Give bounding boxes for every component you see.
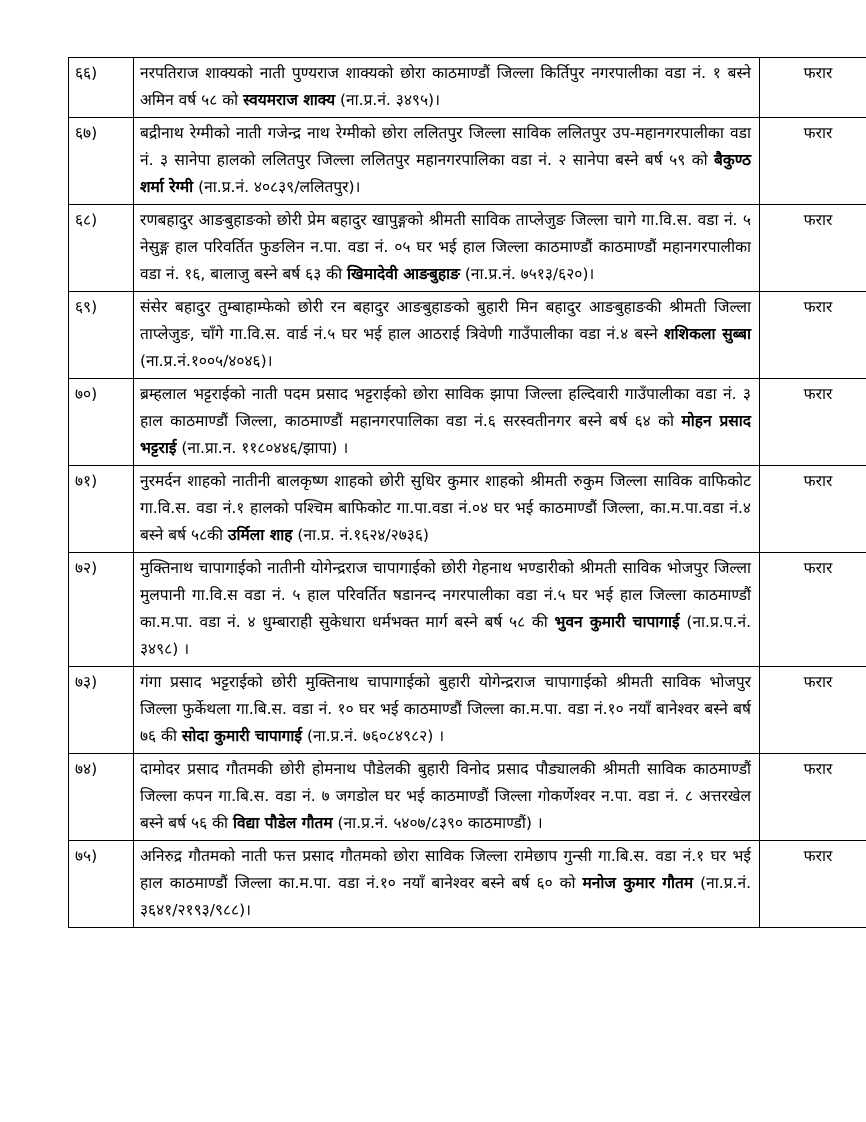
description-text: नरपतिराज शाक्यको नाती पुण्यराज शाक्यको छोरा काठमाण्डौं जिल्ला किर्तिपुर नगरपालीका वडा नं. १ बस्ने अमिन वर्ष ५८ को [140,64,751,109]
record-status: फरार [760,379,866,466]
table-row [69,205,866,292]
record-status: फरार [760,667,866,754]
id-reference: (ना.प्र.नं.१००५/४०४६)। [140,352,273,370]
description-text: दामोदर प्रसाद गौतमकी छोरी होमनाथ पौडेलकी बुहारी विनोद प्रसाद पौड्यालकी श्रीमती साविक काठमाण्डौं जिल्ला कपन गा.बि.स. वडा नं. ७ जगडोल घर भई काठमाण्डौं जिल्ला गोकर्णेश्वर न.पा. वडा नं. ८ अत्तरखेल बस्ने बर्ष ५६ की [140,760,751,832]
record-status: फरार [760,118,866,205]
person-name: उर्मिला शाह [228,526,293,544]
person-name: बैकुण्ठ शर्मा रेग्मी [140,151,751,196]
record-number: ७०) [69,379,134,466]
person-name: मोहन प्रसाद भट्टराई [140,412,751,457]
record-status: फरार [760,205,866,292]
record-status: फरार [760,292,866,379]
record-description [134,553,760,667]
id-reference: (ना.प्र.नं. ४०८३९/ललितपुर)। [193,178,361,196]
table-row [69,58,866,118]
description-text: संसेर बहादुर तुम्बाहाम्फेको छोरी रन बहादुर आङबुहाङको बुहारी मिन बहादुर आङबुहाङकी श्रीमती जिल्ला ताप्लेजुङ, चाँगे गा.वि.स. वार्ड नं.५ घर भई हाल आठराई त्रिवेणी गाउँपालीका वडा नं.४ बस्ने [140,298,751,343]
record-status: फरार [760,58,866,118]
record-description [134,205,760,292]
description-text: ब्रम्हलाल भट्टराईको नाती पदम प्रसाद भट्टराईको छोरा साविक झापा जिल्ला हल्दिवारी गाउँपालीका वडा नं. ३ हाल काठमाण्डौं जिल्ला, काठमाण्डौं महानगरपालिका वडा नं.६ सरस्वतीनगर बस्ने बर्ष ६४ को [140,385,751,430]
record-number: ६६) [69,58,134,118]
person-name: स्वयमराज शाक्य [243,91,336,109]
person-name: विद्या पौडेल गौतम [232,814,333,832]
record-description [134,466,760,553]
table-row [69,841,866,928]
record-status: फरार [760,553,866,667]
description-text: अनिरुद्र गौतमको नाती फत्त प्रसाद गौतमको छोरा साविक जिल्ला रामेछाप गुन्सी गा.बि.स. वडा नं.१ घर भई हाल काठमाण्डौं जिल्ला का.म.पा. वडा नं.१० नयाँ बानेश्वर बस्ने बर्ष ६० को [140,847,751,892]
description-text: नुरमर्दन शाहको नातीनी बालकृष्ण शाहको छोरी सुधिर कुमार शाहको श्रीमती रुकुम जिल्ला साविक वाफिकोट गा.वि.स. वडा नं.१ हालको पश्चिम बाफिकोट गा.पा.वडा नं.०४ घर भई काठमाण्डौं जिल्ला, का.म.पा.वडा नं.४ बस्ने बर्ष ५८की [140,472,751,544]
record-number: ६९) [69,292,134,379]
record-number: ७४) [69,754,134,841]
person-name: भुवन कुमारी चापागाई [554,613,680,631]
table-row [69,118,866,205]
record-status: फरार [760,841,866,928]
id-reference: (ना.प्र.नं. ५४०७/८३९० काठमाण्डौं) । [332,814,543,832]
description-text: मुक्तिनाथ चापागाईको नातीनी योगेन्द्रराज चापागाईको छोरी गेहनाथ भण्डारीको श्रीमती साविक भोजपुर जिल्ला मुलपानी गा.वि.स वडा नं. ५ हाल परिवर्तित षडानन्द नगरपालीका वडा नं.५ घर भई हाल जिल्ला काठमाण्डौं का.म.पा. वडा नं. ४ धुम्बाराही सुकेधारा धर्मभक्त मार्ग बस्ने बर्ष ५८ की [140,559,751,631]
record-description [134,118,760,205]
record-number: ७३) [69,667,134,754]
id-reference: (ना.प्र.नं. ३६४१/२१९३/९८८)। [140,874,751,919]
record-number: ६८) [69,205,134,292]
table-row [69,379,866,466]
id-reference: (ना.प्रा.न. ११८०४४६/झापा) । [176,439,349,457]
table-row [69,553,866,667]
description-text: रणबहादुर आङबुहाङको छोरी प्रेम बहादुर खापुङ्गको श्रीमती साविक ताप्लेजुङ जिल्ला चागे गा.वि.स. वडा नं. ५ नेसुङ्ग हाल परिवर्तित फुङलिन न.पा. वडा नं. ०५ घर भई हाल जिल्ला काठमाण्डौं काठमाण्डौं महानगरपालीका वडा नं. १६, बालाजु बस्ने बर्ष ६३ की [140,211,751,283]
id-reference: (ना.प्र.नं. ७५१३/६२०)। [459,265,595,283]
record-description [134,58,760,118]
table-row [69,754,866,841]
person-name: खिमादेवी आङबुहाङ [347,265,460,283]
id-reference: (ना.प्र.नं. ३४९५)। [335,91,440,109]
table-row [69,292,866,379]
record-number: ६७) [69,118,134,205]
id-reference: (ना.प्र.प.नं. ३४९८) । [140,613,751,658]
record-status: फरार [760,466,866,553]
record-description [134,754,760,841]
person-name: शशिकला सुब्बा [663,325,752,343]
record-number: ७२) [69,553,134,667]
person-name: मनोज कुमार गौतम [582,874,694,892]
record-description [134,292,760,379]
record-description [134,379,760,466]
table-row [69,466,866,553]
record-description [134,841,760,928]
description-text: गंगा प्रसाद भट्टराईको छोरी मुक्तिनाथ चापागाईको बुहारी योगेन्द्रराज चापागाईको श्रीमती साविक भोजपुर जिल्ला फुर्केथला गा.बि.स. वडा नं. १० घर भई काठमाण्डौं जिल्ला का.म.पा. वडा नं.१० नयाँ बानेश्वर बस्ने बर्ष ७६ की [140,673,751,745]
table-row [69,667,866,754]
record-number: ७५) [69,841,134,928]
record-number: ७१) [69,466,134,553]
records-table [68,57,866,928]
person-name: सोदा कुमारी चापागाई [181,727,303,745]
record-description [134,667,760,754]
id-reference: (ना.प्र. नं.१६२४/२७३६) [292,526,429,544]
id-reference: (ना.प्र.नं. ७६०८४९८२) । [302,727,445,745]
description-text: बद्रीनाथ रेग्मीको नाती गजेन्द्र नाथ रेग्मीको छोरा ललितपुर जिल्ला साविक ललितपुर उप-महानगरपालीका वडा नं. ३ सानेपा हालको ललितपुर जिल्ला ललितपुर महानगरपालिका वडा नं. २ सानेपा बस्ने बर्ष ५९ को [140,124,751,169]
record-status: फरार [760,754,866,841]
